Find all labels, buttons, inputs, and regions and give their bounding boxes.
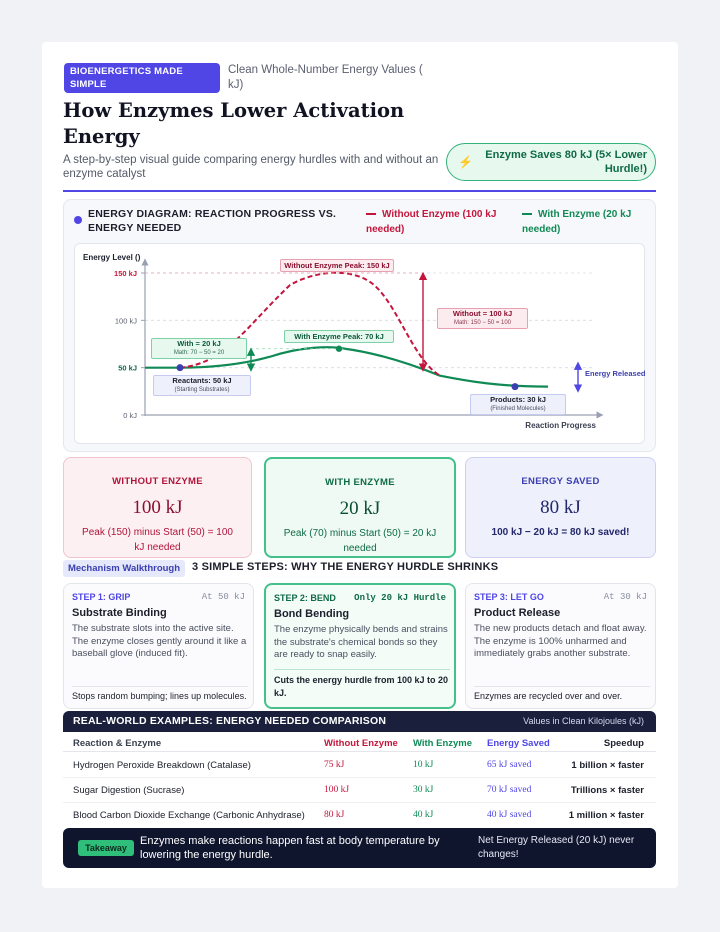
reactants-box xyxy=(153,375,251,396)
cell-with: 40 kJ xyxy=(413,810,434,820)
without-enzyme-line xyxy=(180,273,440,376)
mechanism-title: 3 SIMPLE STEPS: WHY THE ENERGY HURDLE SHRINKS xyxy=(192,561,499,573)
y-tick-label: 0 kJ xyxy=(123,411,137,420)
products-text: Products: 30 kJ xyxy=(490,395,546,404)
takeaway-bar xyxy=(63,828,656,868)
cell-with: 10 kJ xyxy=(413,760,434,770)
stat-without-enzyme xyxy=(63,457,252,558)
step-card-2 xyxy=(264,583,456,709)
y-tick-label: 150 kJ xyxy=(114,269,137,278)
cell-reaction: Hydrogen Peroxide Breakdown (Catalase) xyxy=(73,760,251,771)
stat-energy-saved xyxy=(465,457,656,558)
with-hurdle-math: Math: 70 − 50 = 20 xyxy=(173,350,225,356)
diagram-title: ENERGY DIAGRAM: REACTION PROGRESS VS. ENERGY NEEDED xyxy=(88,208,337,234)
lightning-icon: ⚡ xyxy=(458,155,473,169)
table-row xyxy=(63,753,656,778)
legend-without-label: Without Enzyme (100 kJ needed) xyxy=(366,209,497,235)
col-header-without: Without Enzyme xyxy=(324,738,398,749)
step-footer: Enzymes are recycled over and over. xyxy=(474,686,650,701)
topic-badge: BIOENERGETICS MADE SIMPLE xyxy=(64,63,220,93)
reactants-sub: (Starting Substrates) xyxy=(174,387,230,393)
col-header-speedup: Speedup xyxy=(603,738,644,749)
step-body: The enzyme physically bends and strains the substrate's chemical bonds so they are ready to snap easily. xyxy=(274,624,448,660)
legend-with-label: With Enzyme (20 kJ needed) xyxy=(522,209,632,235)
with-hurdle-box xyxy=(151,338,247,359)
step-energy: At 30 kJ xyxy=(603,592,647,602)
peak-without-label: Without Enzyme Peak: 150 kJ xyxy=(280,259,394,272)
step-energy: Only 20 kJ Hurdle xyxy=(354,593,446,603)
col-header-reaction: Reaction & Enzyme xyxy=(73,738,162,749)
stat-value: 80 kJ xyxy=(540,497,581,518)
step-head: STEP 2: BEND xyxy=(274,593,336,603)
cell-without: 75 kJ xyxy=(324,760,345,770)
cell-reaction: Sugar Digestion (Sucrase) xyxy=(73,785,185,796)
with-peak-point xyxy=(336,346,342,352)
cell-speedup: 1 billion × faster xyxy=(571,760,644,771)
step-footer: Cuts the energy hurdle from 100 kJ to 20 kJ. xyxy=(274,669,450,700)
step-title: Bond Bending xyxy=(274,608,350,620)
cell-saved: 70 kJ saved xyxy=(487,785,532,795)
reactants-text: Reactants: 50 kJ xyxy=(172,376,232,385)
step-title: Product Release xyxy=(474,607,561,619)
cell-reaction: Blood Carbon Dioxide Exchange (Carbonic Anhydrase) xyxy=(73,810,305,821)
table-row xyxy=(63,803,656,828)
col-header-saved: Energy Saved xyxy=(487,738,550,749)
y-tick-label: 50 kJ xyxy=(118,363,137,373)
x-axis-label: Reaction Progress xyxy=(525,421,596,430)
stat-with-enzyme xyxy=(264,457,456,558)
cell-saved: 65 kJ saved xyxy=(487,760,532,770)
step-energy: At 50 kJ xyxy=(201,592,245,602)
products-sub: (Finished Molecules) xyxy=(490,406,546,412)
stat-head: WITHOUT ENZYME xyxy=(112,476,203,487)
stat-head: WITH ENZYME xyxy=(325,477,395,488)
y-axis-label: Energy Level () xyxy=(83,253,141,262)
step-card-1 xyxy=(63,583,254,709)
products-point xyxy=(512,383,519,390)
with-hurdle-text: With = 20 kJ xyxy=(177,339,221,348)
step-head: STEP 3: LET GO xyxy=(474,592,544,602)
cell-without: 100 kJ xyxy=(324,785,350,795)
without-hurdle-math: Math: 150 − 50 = 100 xyxy=(453,320,512,326)
stat-note: Peak (70) minus Start (50) = 20 kJ needed xyxy=(283,528,437,554)
table-row xyxy=(63,778,656,803)
stat-note: 100 kJ − 20 kJ = 80 kJ saved! xyxy=(491,527,630,538)
step-footer: Stops random bumping; lines up molecules. xyxy=(72,686,248,701)
step-body: The new products detach and float away. The enzyme is 100% unharmed and immediately grabs another substrate. xyxy=(474,623,647,659)
table-title: REAL-WORLD EXAMPLES: ENERGY NEEDED COMPARISON xyxy=(73,715,387,727)
without-hurdle-text: Without = 100 kJ xyxy=(452,309,513,318)
energy-released-label: Energy Released xyxy=(585,369,646,378)
takeaway-note: Net Energy Released (20 kJ) never changes! xyxy=(478,835,635,860)
table-header-row xyxy=(63,733,656,752)
page-title: How Enzymes Lower Activation Energy xyxy=(63,99,405,148)
step-head: STEP 1: GRIP xyxy=(72,592,131,602)
takeaway-tag: Takeaway xyxy=(78,840,134,856)
units-subtitle: Clean Whole-Number Energy Values ( kJ) xyxy=(228,64,423,91)
step-body: The substrate slots into the active site. The enzyme closes gently around it like a baseball glove (induced fit). xyxy=(72,623,247,659)
savings-pill-text: Enzyme Saves 80 kJ (5× Lower Hurdle!) xyxy=(485,149,647,175)
stat-head: ENERGY SAVED xyxy=(521,476,600,487)
cell-speedup: Trillions × faster xyxy=(570,785,644,796)
stat-value: 20 kJ xyxy=(339,498,381,519)
without-hurdle-box xyxy=(437,308,528,329)
y-tick-label: 100 kJ xyxy=(114,316,137,326)
cell-with: 30 kJ xyxy=(413,785,434,795)
mechanism-tag: Mechanism Walkthrough xyxy=(63,560,185,577)
page-description: A step-by-step visual guide comparing energy hurdles with and without an enzyme catalyst xyxy=(63,154,439,180)
table-title-bar xyxy=(63,711,656,732)
cell-speedup: 1 million × faster xyxy=(568,810,644,821)
cell-without: 80 kJ xyxy=(324,810,345,820)
step-card-3 xyxy=(465,583,656,709)
stat-value: 100 kJ xyxy=(132,497,183,518)
products-box xyxy=(470,394,566,415)
step-title: Substrate Binding xyxy=(72,607,167,619)
stat-note: Peak (150) minus Start (50) = 100 kJ needed xyxy=(82,527,233,553)
col-header-with: With Enzyme xyxy=(413,738,473,749)
reactants-point xyxy=(177,364,184,371)
peak-with-label: With Enzyme Peak: 70 kJ xyxy=(284,330,394,343)
table-units: Values in Clean Kilojoules (kJ) xyxy=(523,716,644,726)
cell-saved: 40 kJ saved xyxy=(487,810,532,820)
takeaway-message: Enzymes make reactions happen fast at body temperature by lowering the energy hurdle. xyxy=(140,835,440,861)
